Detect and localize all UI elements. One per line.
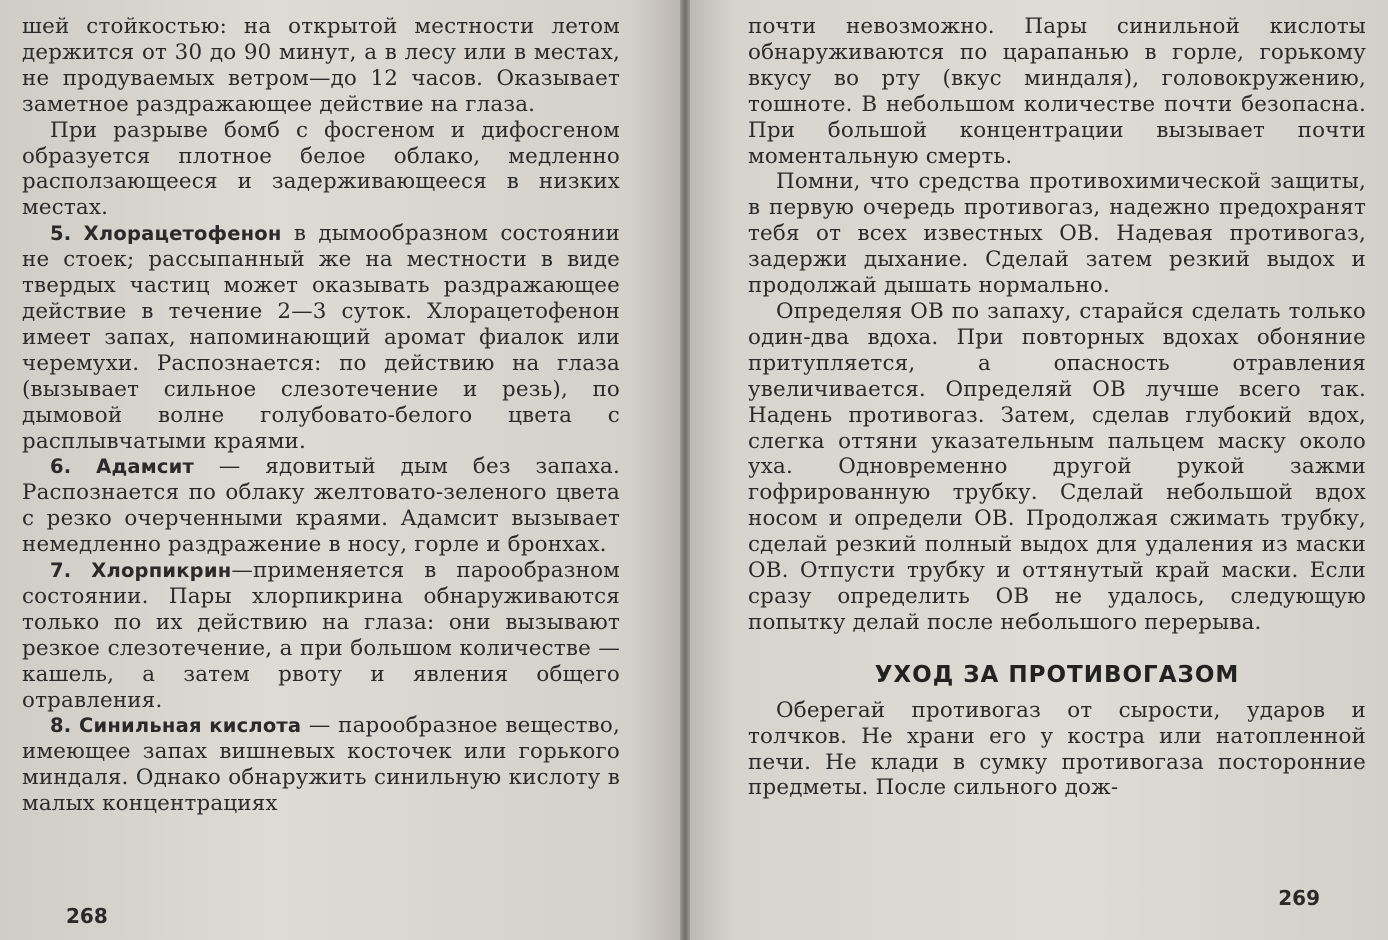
section-heading: УХОД ЗА ПРОТИВОГАЗОМ: [874, 661, 1240, 688]
agent-item-hydrocyanic-acid: [22, 713, 620, 817]
agent-term: 5. Хлорацетофенон: [50, 222, 282, 246]
left-page: [0, 0, 684, 940]
agent-term: 6. Адамсит: [50, 455, 195, 479]
book-gutter: [680, 0, 690, 940]
agent-description: — ядовитый дым без запаха. Распознается по облаку желтовато-зеленого цвета с резко очерченными краями. Адамсит вызывает немедленно раздражение в носу, горле и бронхах.: [22, 454, 620, 558]
paragraph: почти невозможно. Пары синильной кислоты обнаруживаются по царапанью в горле, горькому вкусу во рту (вкус миндаля), головокружению, тошноте. В небольшом количестве почти безопасна. При большой концентрации вызывает почти моментальную смерть.: [748, 14, 1366, 169]
paragraph: Определяя ОВ по запаху, старайся сделать только один-два вдоха. При повторных вдохах обоняние притупляется, а опасность отравления увеличивается. Определяй ОВ лучше всего так. Надень противогаз. Затем, сделав глубокий вдох, слегка оттяни указательным пальцем маску около уха. Одновременно другой рукой зажми гофрированную трубку. Сделай небольшой вдох носом и определи ОВ. Продолжая сжимать трубку, сделай резкий полный выдох для удаления из маски ОВ. Отпусти трубку и оттянутый край маски. Если сразу определить ОВ не удалось, следующую попытку делай после небольшого перерыва.: [748, 298, 1366, 635]
paragraph: Помни, что средства противохимической защиты, в первую очередь противогаз, надежно предохранят тебя от всех известных ОВ. Надевая противогаз, задержи дыхание. Сделай затем резкий выдох и продолжай дышать нормально.: [748, 169, 1366, 299]
agent-item-chloropicrin: [22, 558, 620, 713]
right-page-text: [748, 14, 1366, 801]
page-number-right: 269: [1278, 886, 1320, 910]
paragraph: Оберегай противогаз от сырости, ударов и толчков. Не храни его у костра или натопленной печи. Не клади в сумку противогаза посторонние предметы. После сильного дож-: [748, 697, 1366, 801]
agent-term: 8. Синильная кислота: [50, 714, 302, 738]
paragraph: шей стойкостью: на открытой местности летом держится от 30 до 90 минут, а в лесу или в местах, не продуваемых ветром—до 12 часов. Оказывает заметное раздражающее действие на глаза.: [22, 14, 620, 117]
agent-term: 7. Хлорпикрин: [50, 559, 232, 583]
right-page: [684, 0, 1388, 940]
agent-item-chloroacetophenone: [22, 221, 620, 454]
left-page-text: [22, 14, 620, 817]
paragraph: При разрыве бомб с фосгеном и дифосгеном образуется плотное белое облако, медленно расползающееся и задерживающееся в низких местах.: [22, 117, 620, 221]
agent-description: в дымообразном состоянии не стоек; рассыпанный же на местности в виде твердых частиц может оказывать раздражающее действие в течение 2—3 суток. Хлорацетофенон имеет запах, напоминающий аромат фиалок или черемухи. Распознается: по действию на глаза (вызывает сильное слезотечение и резь), по дымовой волне голубовато-белого цвета с расплывчатыми краями.: [22, 221, 620, 454]
agent-description: — парообразное вещество, имеющее запах вишневых косточек или горького миндаля. Однако обнаружить синильную кислоту в малых концентрациях: [22, 713, 620, 817]
agent-description: —применяется в парообразном состоянии. Пары хлорпикрина обнаруживаются только по их действию на глаза: они вызывают резкое слезотечение, а при большом количестве — кашель, а затем рвоту и явления общего отравления.: [22, 558, 620, 713]
agent-item-adamsite: [22, 454, 620, 558]
page-number-left: 268: [66, 904, 108, 928]
